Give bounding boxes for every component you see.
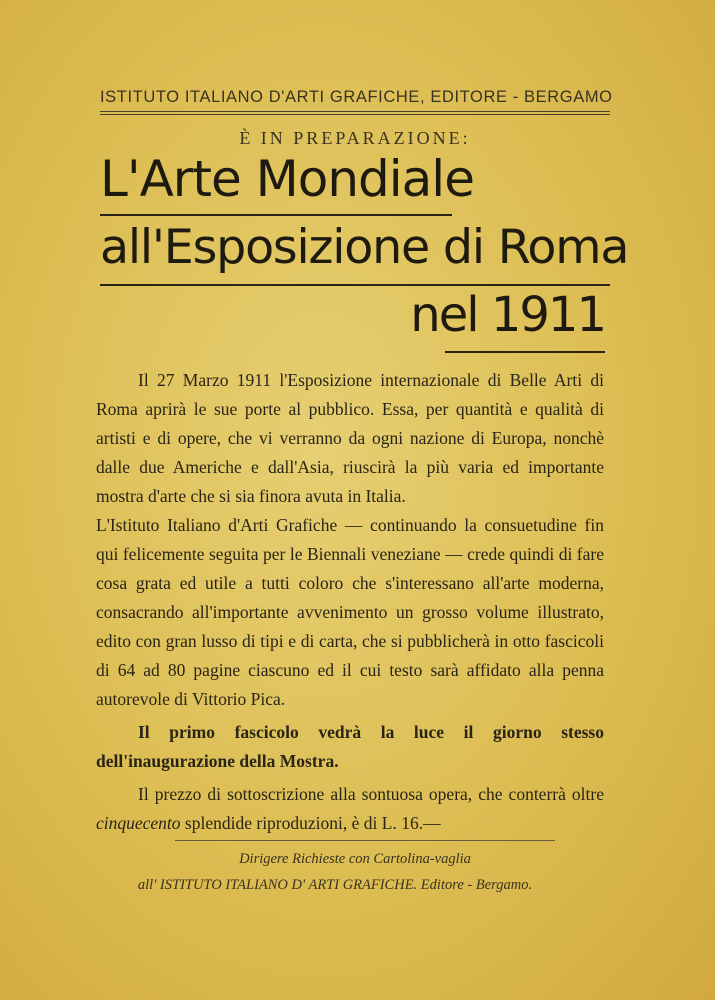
preparation-notice: È IN PREPARAZIONE: — [239, 128, 471, 148]
footer-line-1: Dirigere Richieste con Cartolina-vaglia — [239, 851, 471, 867]
title-rule-1 — [100, 214, 452, 216]
header-rule-bottom — [100, 114, 610, 115]
price-text-start: Il prezzo di sottoscrizione alla sontuosa opera, che conterrà oltre — [138, 784, 604, 804]
header-rule-top — [100, 111, 610, 112]
bold-notice: Il primo fascicolo vedrà la luce il giorno stesso dell'inaugurazione della Mostra. — [96, 722, 604, 771]
title-line-1: L'Arte Mondiale — [100, 150, 474, 208]
paragraph-exhibition: Il 27 Marzo 1911 l'Esposizione internazionale di Belle Arti di Roma aprirà le sue porte al pubblico. Essa, per quantità e qualità di artisti e di opere, che vi verranno da ogni nazione di Europa, nonchè dalle due Americhe e dall'Asia, riuscirà la più varia ed importante mostra d'arte che si sia finora avuta in Italia. — [96, 370, 604, 506]
price-paragraph — [96, 780, 604, 838]
footer-line-2: all' ISTITUTO ITALIANO D' ARTI GRAFICHE. Editore - Bergamo. — [137, 877, 533, 893]
publisher-header: ISTITUTO ITALIANO D'ARTI GRAFICHE, EDITORE - BERGAMO — [100, 88, 613, 106]
price-text-end: splendide riproduzioni, è di L. 16.— — [180, 813, 441, 833]
footer-rule — [175, 840, 555, 841]
body-text — [96, 366, 604, 838]
paragraph-institute: L'Istituto Italiano d'Arti Grafiche — continuando la consuetudine fin qui felicemente seguita per le Biennali veneziane — crede quindi di fare cosa grata ed utile a tutti coloro che s'interessano all'arte moderna, consacrando all'importante avvenimento un grosso volume illustrato, edito con gran lusso di tipi e di carta, che si pubblicherà in otto fascicoli di 64 ad 80 pagine ciascuno ed il cui testo sarà affidato alla penna autorevole di Vittorio Pica. — [96, 515, 604, 709]
price-italic-word: cinquecento — [96, 813, 181, 833]
title-line-2: all'Esposizione di Roma — [100, 220, 629, 275]
title-rule-2 — [100, 284, 610, 286]
title-rule-3 — [445, 351, 605, 353]
title-line-3: nel 1911 — [410, 287, 605, 343]
